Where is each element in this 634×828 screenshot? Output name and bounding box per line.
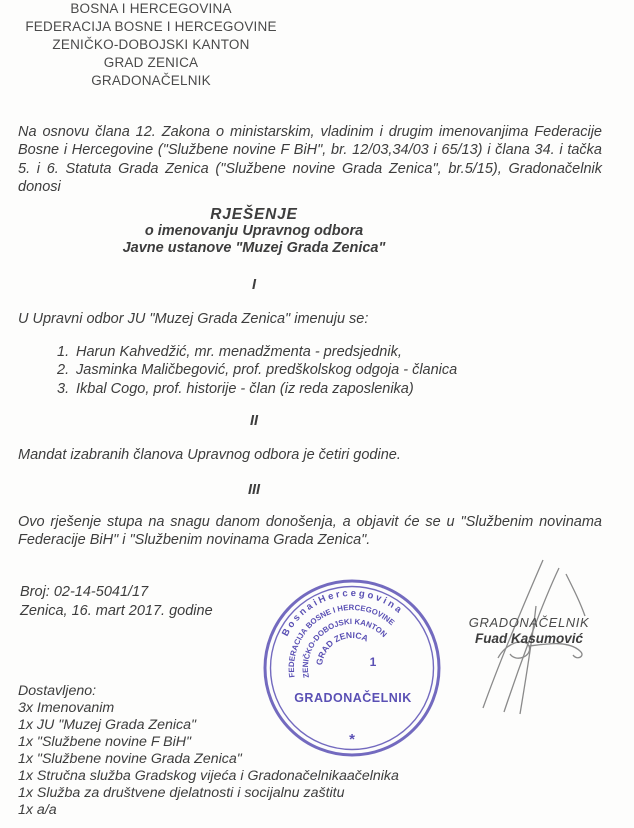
letterhead [0, 0, 302, 90]
section-1-body: U Upravni odbor JU "Muzej Grada Zenica" imenuju se: [18, 311, 369, 327]
decision-title-sub1: o imenovanju Upravnog odbora [144, 223, 364, 240]
stamp-arc-country: B o s n a i H e r c e g o v i n a [280, 587, 404, 639]
signature-stroke [566, 574, 585, 616]
reference-number: Broj: 02-14-5041/17 [20, 584, 149, 600]
member-text: Jasminka Maličbegović, prof. predškolskog odgoja - članica [76, 362, 458, 379]
stamp-arc-city: GRAD ZENICA [314, 629, 370, 666]
distribution-item: 1x "Službene novine Grada Zenica" [18, 751, 242, 767]
signer-name: Fuad Kasumović [474, 631, 584, 646]
stamp-arc-canton: ZENIČKO-DOBOJSKI KANTON [300, 616, 389, 679]
signer-title: GRADONAČELNIK [468, 615, 590, 630]
intro-paragraph: Na osnovu člana 12. Zakona o ministarskim, vladinim i drugim imenovanjima Federacije Bosne i Hercegovine ("Službene novine F BiH", br. 12/03,34/03 i 65/13) i člana 34. i tačka 5. i 6. Statuta Grada Zenica ("Službene novine Grada Zenica", br.5/15), Gradonačelnik donosi [18, 124, 602, 195]
member-row [57, 361, 457, 379]
member-row [57, 343, 457, 361]
distribution-item: 3x Imenovanim [18, 700, 115, 716]
decision-title [0, 206, 508, 258]
section-numeral-3: III [247, 482, 261, 498]
issue-place-date: Zenica, 16. mart 2017. godine [20, 602, 213, 619]
member-row [57, 380, 457, 398]
section-numeral-2: II [249, 413, 259, 429]
letterhead-line-canton: ZENIČKO-DOBOJSKI KANTON [52, 37, 250, 52]
reference-block [20, 583, 213, 620]
stamp-arc-federation: FEDERACIJA BOSNE I HERCEGOVINE [286, 602, 397, 679]
member-number: 1. [57, 344, 70, 360]
letterhead-line-city: GRAD ZENICA [103, 55, 199, 70]
member-number: 2. [57, 362, 70, 379]
distribution-item: 1x Stručna služba Gradskog vijeća i Gradonačelnikaačelnika [18, 768, 399, 784]
distribution-list [18, 700, 399, 819]
distribution-heading: Dostavljeno: [18, 683, 97, 699]
member-number: 3. [57, 380, 70, 397]
stamp-star: * [349, 731, 355, 748]
stamp-mayor-label: GRADONAČELNIK [294, 691, 412, 705]
section-3-body: Ovo rješenje stupa na snagu danom donošenja, a objavit će se u "Službenim novinama Federacije BiH" i "Službenim novinama Grada Zenica". [18, 514, 602, 549]
section-numeral-1: I [251, 277, 257, 293]
decision-title-main: RJEŠENJE [210, 206, 298, 223]
member-text: Harun Kahvedžić, mr. menadžmenta - predsjednik, [76, 344, 402, 360]
signer-block [444, 615, 614, 646]
board-members-list [57, 343, 457, 398]
member-text: Ikbal Cogo, prof. historije - član (iz reda zaposlenika) [76, 380, 414, 397]
stamp-number: 1 [369, 655, 377, 669]
decision-title-sub2: Javne ustanove "Muzej Grada Zenica" [122, 240, 386, 257]
letterhead-line-federation: FEDERACIJA BOSNE I HERCEGOVINE [25, 19, 277, 34]
distribution-item: 1x JU "Muzej Grada Zenica" [18, 717, 197, 733]
letterhead-line-mayor: GRADONAČELNIK [91, 73, 211, 88]
distribution-item: 1x a/a [18, 802, 57, 818]
section-2-body: Mandat izabranih članova Upravnog odbora je četiri godine. [18, 447, 401, 463]
distribution-block [18, 683, 399, 819]
letterhead-line-country: BOSNA I HERCEGOVINA [70, 1, 232, 16]
distribution-item: 1x Služba za društvene djelatnosti i socijalnu zaštitu [18, 785, 345, 801]
distribution-item: 1x "Službene novine F BiH" [18, 734, 192, 750]
